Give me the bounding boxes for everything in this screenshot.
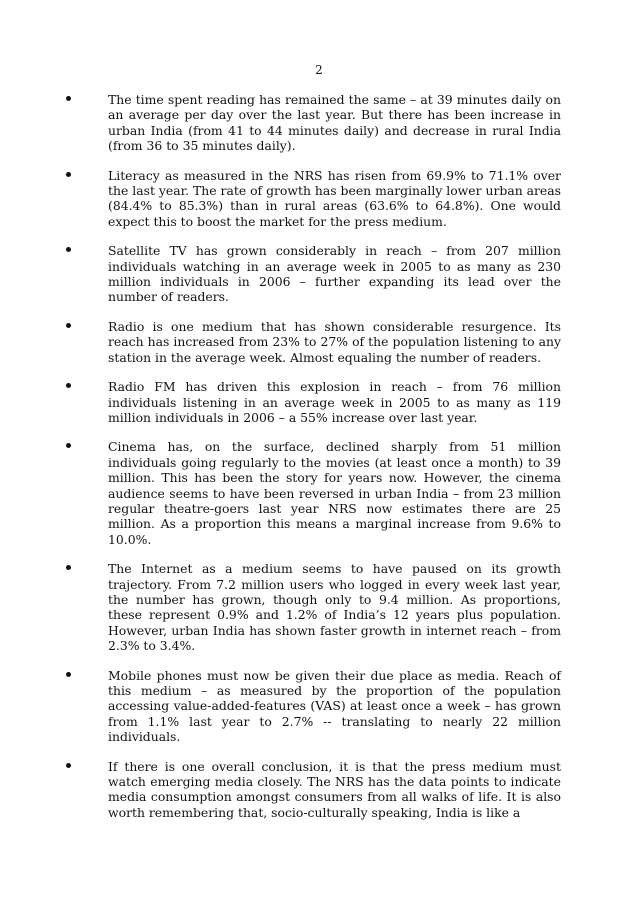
bullet-text: The Internet as a medium seems to have paused on its growth trajectory. From 7.2 million users who logged in every week last year, the number has grown, though only to 9.4 million. As proportions, these represent 0.9% and 1.2% of India’s 12 years plus population. However, urban India has shown faster growth in internet reach – from 2.3% to 3.4%. <box>108 561 561 654</box>
bullet-icon <box>66 763 71 768</box>
page-number: 2 <box>315 63 323 77</box>
bullet-item <box>0 379 638 425</box>
bullet-icon <box>66 565 71 570</box>
bullet-text: Mobile phones must now be given their due place as media. Reach of this medium – as measured by the proportion of the population accessing value-added-features (VAS) at least once a week – has grown from 1.1% last year to 2.7% -- translating to nearly 22 million individuals. <box>108 667 561 745</box>
bullet-icon <box>66 323 71 328</box>
bullet-text: Radio is one medium that has shown considerable resurgence. Its reach has increased from 23% to 27% of the population listening to any station in the average week. Almost equaling the number of readers. <box>108 318 561 365</box>
bullet-item <box>0 439 638 547</box>
bullet-list <box>0 92 638 834</box>
bullet-icon <box>66 672 71 677</box>
bullet-item <box>0 92 638 154</box>
bullet-icon <box>66 443 71 448</box>
bullet-item <box>0 168 638 230</box>
bullet-item <box>0 319 638 365</box>
bullet-icon <box>66 247 71 252</box>
bullet-text: Radio FM has driven this explosion in reach – from 76 million individuals listening in an average week in 2005 to as many as 119 million individuals in 2006 – a 55% increase over last year. <box>108 379 561 425</box>
bullet-icon <box>66 172 71 177</box>
bullet-item <box>0 561 638 653</box>
bullet-icon <box>66 383 71 388</box>
bullet-text: Literacy as measured in the NRS has risen from 69.9% to 71.1% over the last year. The rate of growth has been marginally lower urban areas (84.4% to 85.3%) than in rural areas (63.6% to 64.8%). One would expect this to boost the market for the press medium. <box>108 167 562 229</box>
bullet-text: Satellite TV has grown considerably in reach – from 207 million individuals watching in an average week in 2005 to as many as 230 million individuals in 2006 – further expanding its lead over the number of readers. <box>108 243 561 305</box>
bullet-item <box>0 243 638 305</box>
bullet-item <box>0 759 638 821</box>
bullet-text: Cinema has, on the surface, declined sharply from 51 million individuals going regularly to the movies (at least once a month) to 39 million. This has been the story for years now. However, the cinema audience seems to have been reversed in urban India – from 23 million regular theatre-goers last year NRS now estimates there are 25 million. As a proportion this means a marginal increase from 9.6% to 10.0%. <box>108 439 561 547</box>
bullet-text: If there is one overall conclusion, it is that the press medium must watch emerging media closely. The NRS has the data points to indicate media consumption amongst consumers from all walks of life. It is also worth remembering that, socio-culturally speaking, India is like a <box>108 758 561 820</box>
bullet-item <box>0 668 638 745</box>
bullet-icon <box>66 96 71 101</box>
bullet-text: The time spent reading has remained the same – at 39 minutes daily on an average per day over the last year. But there has been increase in urban India (from 41 to 44 minutes daily) and decrease in rural India (from 36 to 35 minutes daily). <box>108 92 561 154</box>
